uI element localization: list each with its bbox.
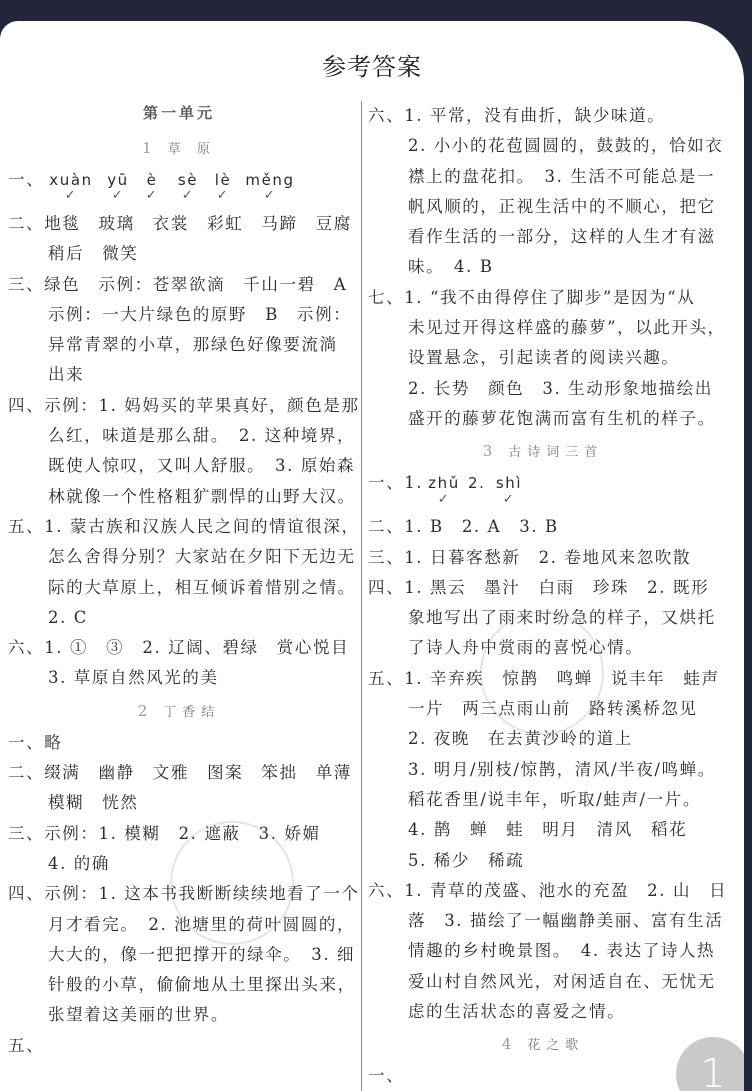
- answer-line: 怎么舍得分别？大家站在夕阳下无边无: [48, 547, 356, 567]
- check-mark-icon: ✓: [263, 188, 277, 204]
- check-mark-icon: ✓: [216, 188, 230, 204]
- answer-line: 3. 草原自然风光的美: [48, 668, 219, 688]
- lesson-1-title: [8, 131, 350, 165]
- pinyin-item: lè ✓: [208, 165, 238, 201]
- answer-line: 稍后 微笑: [48, 244, 139, 264]
- answer-line: 爱山村自然风光，对闲适自在、无忧无: [408, 971, 716, 991]
- answer-line: 看作生活的一部分，这样的人生才有滋: [408, 227, 716, 247]
- answer-line: 三、绿色 示例：苍翠欲滴 千山一碧 A: [8, 274, 348, 294]
- answer-line: 襟上的盘花扣。 3. 生活不可能总是一: [408, 166, 716, 186]
- answer-line: 2. 夜晚 在去黄沙岭的道上: [408, 729, 633, 749]
- answer-line: 一、略: [8, 732, 63, 752]
- answer-line: 一片 两三点雨山前 路转溪桥忽见: [408, 699, 698, 719]
- watermark-stamp: [170, 821, 294, 945]
- answer-line: 2. 长势 颜色 3. 生动形象地描绘出: [408, 378, 713, 398]
- lesson-name: 丁香结: [163, 704, 221, 720]
- answer-line: 示例：一大片绿色的原野 B 示例：: [48, 304, 352, 324]
- answer-line: 虑的生活状态的喜爱之情。: [408, 1002, 626, 1022]
- answer-line: 5. 稀少 稀疏: [408, 850, 525, 870]
- lesson-number: 4: [501, 1035, 518, 1054]
- answer-line: 稻花香里/说丰年，听取/蛙声/一片。: [408, 789, 701, 809]
- lesson-name: 古诗词三首: [508, 445, 604, 461]
- answer-line: 味。 4. B: [408, 257, 494, 277]
- answer-line: 林就像一个性格粗犷剽悍的山野大汉。: [48, 486, 356, 506]
- answer-line: 既使人惊叹，又叫人舒服。 3. 原始森: [48, 456, 356, 476]
- question-number: 2.: [468, 474, 486, 493]
- pinyin-item: shì ✓: [492, 468, 526, 504]
- answer-line: 一、: [368, 1066, 405, 1086]
- answer-line: 际的大草原上，相互倾诉着惜别之情。: [48, 577, 356, 597]
- answer-line: 五、: [8, 1035, 45, 1055]
- right-column: [368, 101, 728, 1091]
- answer-line: 模糊 恍然: [48, 793, 139, 813]
- answer-line: 针般的小草，偷偷地从土里探出头来，: [48, 975, 356, 995]
- pinyin-answer-row: [8, 165, 350, 209]
- lesson-number: 3: [482, 442, 499, 461]
- answer-line: 月才看完。 2. 池塘里的荷叶圆圆的，: [48, 914, 356, 934]
- answer-line: 出来: [48, 365, 85, 385]
- answer-line: 三、1. 日暮客愁新 2. 卷地风来忽吹散: [368, 547, 692, 567]
- pinyin-item: zhǔ ✓: [424, 468, 464, 504]
- answer-line: 六、1. 青草的茂盛、池水的充盈 2. 山 日: [368, 880, 728, 900]
- answer-line: 七、1. “我不由得停住了脚步”是因为“从: [368, 287, 696, 307]
- answer-line: 张望着这美丽的世界。: [48, 1005, 229, 1025]
- answer-line: 4. 的确: [48, 853, 110, 873]
- answer-line: 4. 鹊 蝉 蛙 明月 清风 稻花: [408, 820, 688, 840]
- answer-line: 五、1. 蒙古族和汉族人民之间的情谊很深，: [8, 516, 360, 536]
- pinyin-answer-row: [368, 468, 718, 512]
- check-mark-icon: ✓: [64, 188, 78, 204]
- answer-line: 2. C: [48, 607, 89, 627]
- answer-line: 盛开的藤萝花饱满而富有生机的样子。: [408, 408, 716, 428]
- answer-line: 四、示例：1. 这本书我断断续续地看了一个: [8, 884, 360, 904]
- answer-line: 四、1. 黑云 墨汁 白雨 珍珠 2. 既形: [368, 577, 710, 597]
- check-mark-icon: ✓: [145, 188, 159, 204]
- answer-line: 情趣的乡村晚景图。 4. 表达了诗人热: [408, 941, 716, 961]
- answer-line: 帆风顺的，正视生活中的不顺心，把它: [408, 196, 716, 216]
- answer-line: 二、1. B 2. A 3. B: [368, 517, 559, 537]
- lesson-name: 花之歌: [527, 1038, 585, 1054]
- lesson-number: 2: [137, 701, 154, 720]
- pinyin-item: yū ✓: [100, 165, 136, 201]
- lesson-name: 草 原: [167, 142, 216, 157]
- unit-title: 第一单元: [142, 104, 215, 122]
- answer-line: 未见过开得这样盛的藤萝”，以此开头，: [408, 318, 726, 338]
- answer-line: 六、1. 平常，没有曲折，缺少味道。: [368, 106, 666, 125]
- answer-line: 五、1. 辛弃疾 惊鹊 鸣蝉 说丰年 蛙声: [368, 668, 720, 688]
- page-number-badge[interactable]: 1: [676, 1037, 744, 1091]
- answer-line: 落 3. 描绘了一幅幽静美丽、富有生活: [408, 911, 724, 931]
- check-mark-icon: ✓: [502, 491, 516, 507]
- answer-page: [0, 21, 744, 1091]
- window-edge: [744, 0, 752, 1080]
- page-title: 参考答案: [322, 53, 422, 81]
- pinyin-item: měng ✓: [242, 165, 298, 201]
- lesson-2-title: [8, 694, 350, 728]
- pinyin-item: xuàn ✓: [46, 165, 96, 201]
- column-divider: [361, 101, 362, 1091]
- answer-line: 异常青翠的小草，那绿色好像要流淌: [48, 335, 338, 355]
- question-label: 一、: [8, 170, 45, 189]
- pinyin-item: sè ✓: [170, 165, 206, 201]
- pinyin-item: è ✓: [138, 165, 166, 201]
- answer-line: 二、缀满 幽静 文雅 图案 笨拙 单薄: [8, 763, 352, 783]
- answer-line: 象地写出了雨来时纷急的样子，又烘托: [408, 608, 716, 628]
- answer-line: 3. 明月/别枝/惊鹊，清风/半夜/鸣蝉。: [408, 759, 716, 779]
- check-mark-icon: ✓: [181, 188, 195, 204]
- lesson-number: 1: [142, 139, 158, 157]
- check-mark-icon: ✓: [437, 491, 451, 507]
- answer-line: 么红，味道是那么甜。 2. 这种境界，: [48, 426, 356, 446]
- answer-line: 二、地毯 玻璃 衣裳 彩虹 马蹄 豆腐: [8, 214, 352, 233]
- check-mark-icon: ✓: [111, 188, 125, 204]
- answer-line: 大大的，像一把把撑开的绿伞。 3. 细: [48, 944, 356, 964]
- watermark-stamp: [480, 611, 604, 735]
- lesson-4-title: [368, 1027, 718, 1061]
- answer-line: 三、示例：1. 模糊 2. 遮蔽 3. 娇媚: [8, 823, 321, 843]
- answer-line: 2. 小小的花苞圆圆的，鼓鼓的，恰如衣: [408, 136, 724, 156]
- lesson-3-title: [368, 434, 718, 468]
- answer-line: 四、示例：1. 妈妈买的苹果真好，颜色是那: [8, 395, 360, 415]
- answer-line: 六、1. ① ③ 2. 辽阔、碧绿 赏心悦目: [8, 638, 350, 658]
- answer-line: 了诗人舟中赏雨的喜悦心情。: [408, 638, 644, 658]
- question-label: 一、1.: [368, 473, 424, 493]
- answer-line: 设置悬念，引起读者的阅读兴趣。: [408, 348, 680, 368]
